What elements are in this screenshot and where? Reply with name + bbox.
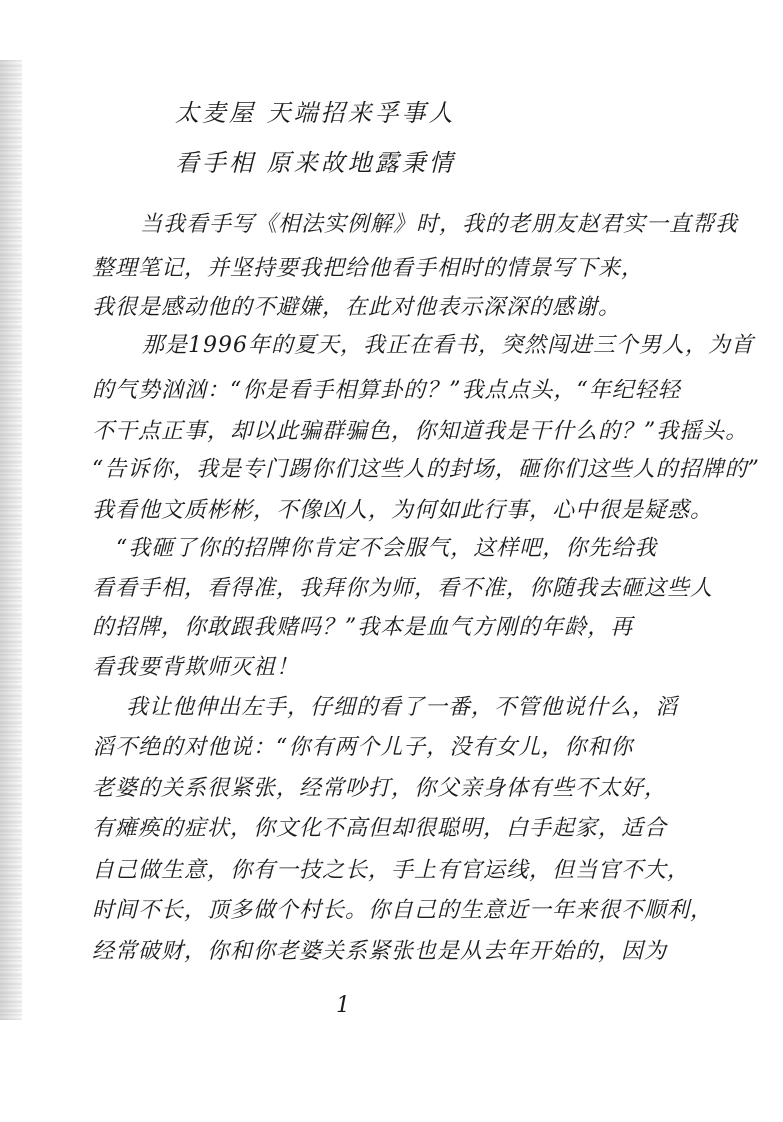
body-line: 有瘫痪的症状，你文化不高但却很聪明，白手起家，适合	[92, 816, 668, 841]
scan-edge-shadow	[0, 60, 22, 1020]
body-line: 的招牌，你敢跟我赌吗？”我本是血气方刚的年龄，再	[92, 615, 634, 640]
body-line: 我让他伸出左手，仔细的看了一番，不管他说什么，滔	[126, 695, 679, 720]
body-line: 我看他文质彬彬，不像凶人，为何如此行事，心中很是疑惑。	[92, 498, 714, 523]
body-line: 滔不绝的对他说：“你有两个儿子，没有女儿，你和你	[92, 735, 634, 760]
body-line: 整理笔记，并坚持要我把给他看手相时的情景写下来，	[92, 256, 645, 281]
body-line: 看看手相，看得准，我拜你为师，看不准，你随我去砸这些人	[92, 576, 714, 601]
page-number: 1	[336, 993, 350, 1018]
body-line: 时间不长，顶多做个村长。你自己的生意近一年来很不顺利，	[92, 898, 714, 923]
body-line: 自己做生意，你有一技之长，手上有官运线，但当官不大，	[92, 858, 691, 883]
body-line: 老婆的关系很紧张，经常吵打，你父亲身体有些不太好，	[92, 776, 668, 801]
body-line: “我砸了你的招牌你肯定不会服气，这样吧，你先给我	[116, 536, 658, 561]
body-line: 我很是感动他的不避嫌，在此对他表示深深的感谢。	[92, 295, 622, 320]
body-line: 看我要背欺师灭祖！	[92, 655, 300, 680]
title-line-2: 看手相 原来故地露秉情	[175, 149, 456, 177]
body-line: 经常破财，你和你老婆关系紧张也是从去年开始的，因为	[92, 939, 668, 964]
body-line: 不干点正事，却以此骗群骗色，你知道我是干什么的？”我摇头。	[92, 419, 749, 444]
body-line: 的气势汹汹：“你是看手相算卦的？”我点点头，“年纪轻轻	[92, 378, 681, 403]
body-line: 当我看手写《相法实例解》时，我的老朋友赵君实一直帮我	[140, 212, 739, 237]
body-line: “告诉你，我是专门踢你们这些人的封场，砸你们这些人的招牌的”	[92, 457, 760, 482]
body-line: 那是1996年的夏天，我正在看书，突然闯进三个男人，为首	[142, 333, 754, 358]
title-line-1: 太麦屋 天端招来孚事人	[175, 99, 456, 127]
